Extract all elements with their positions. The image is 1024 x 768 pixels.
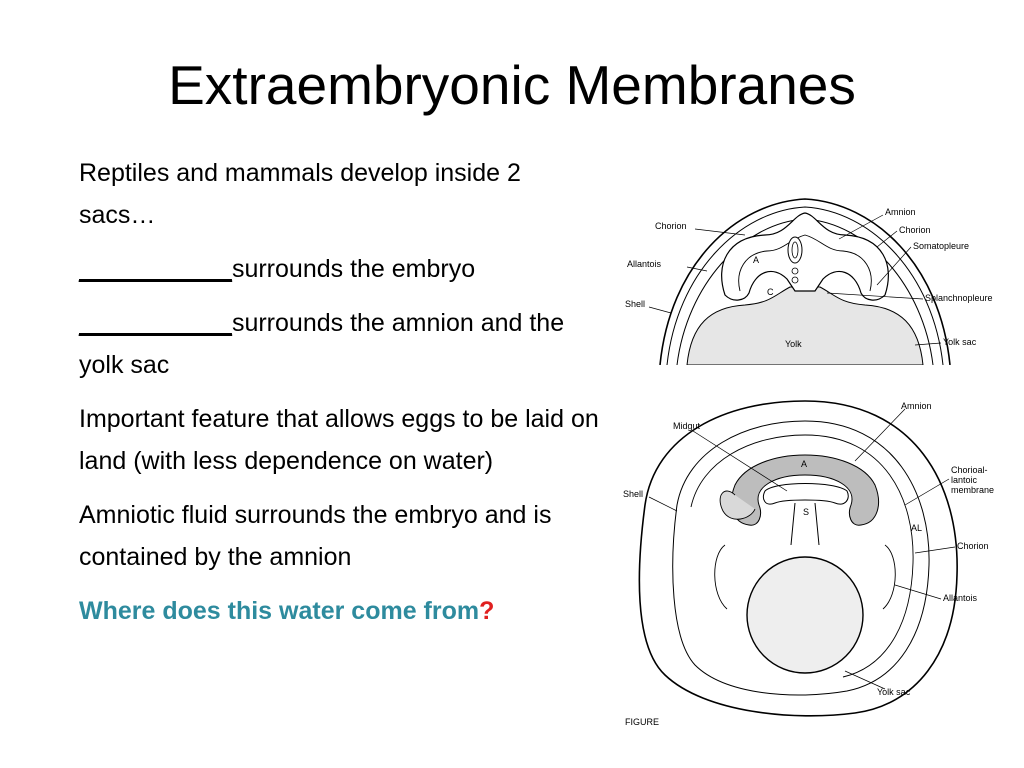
label-al: AL: [911, 523, 923, 533]
label-chorioallantoic-2: lantoic: [951, 475, 978, 485]
label-shell: Shell: [625, 299, 646, 309]
bullet-chorion-blank: ___________surrounds the amnion and the yolk sac: [79, 309, 565, 379]
label-allantois: Allantois: [943, 593, 978, 603]
embryo-membranes-diagram-top: [615, 195, 995, 365]
label-chorioallantoic-1: Chorioal-: [951, 465, 988, 475]
label-yolk-sac: Yolk sac: [877, 687, 911, 697]
bullet-question: Where does this water come from?: [79, 597, 495, 625]
label-amnion: Amnion: [901, 401, 932, 411]
label-midgut: Midgut: [673, 421, 701, 431]
embryo-membranes-diagram-bottom: [615, 395, 995, 730]
label-allantois: Allantois: [627, 259, 662, 269]
fill-in-blank: ___________: [79, 255, 232, 283]
bullet-intro: Reptiles and mammals develop inside 2 sacs…: [79, 159, 521, 229]
label-splanchnopleure: Splanchnopleure: [925, 293, 993, 303]
label-yolk: Yolk: [785, 339, 802, 349]
fill-in-blank: ___________: [79, 309, 232, 337]
label-amnion: Amnion: [885, 207, 916, 217]
label-a: A: [753, 255, 760, 265]
label-chorion-left: Chorion: [655, 221, 687, 231]
bullet-amnion-blank: ___________surrounds the embryo: [79, 255, 476, 283]
label-somatopleure: Somatopleure: [913, 241, 970, 251]
label-yolk-sac: Yolk sac: [943, 337, 977, 347]
label-c: C: [767, 287, 774, 297]
slide-title: Extraembryonic Membranes: [168, 54, 856, 116]
figure-caption: FIGURE: [625, 717, 660, 727]
label-chorion: Chorion: [957, 541, 989, 551]
label-chorioallantoic-3: membrane: [951, 485, 995, 495]
bullet-amniotic-fluid: Amniotic fluid surrounds the embryo and is contained by the amnion: [79, 501, 552, 571]
label-a: A: [801, 459, 808, 469]
label-shell: Shell: [623, 489, 644, 499]
bullet-important-feature: Important feature that allows eggs to be laid on land (with less dependence on water): [79, 405, 599, 475]
label-s: S: [803, 507, 810, 517]
bullet-list: [79, 152, 604, 644]
label-chorion-right: Chorion: [899, 225, 931, 235]
